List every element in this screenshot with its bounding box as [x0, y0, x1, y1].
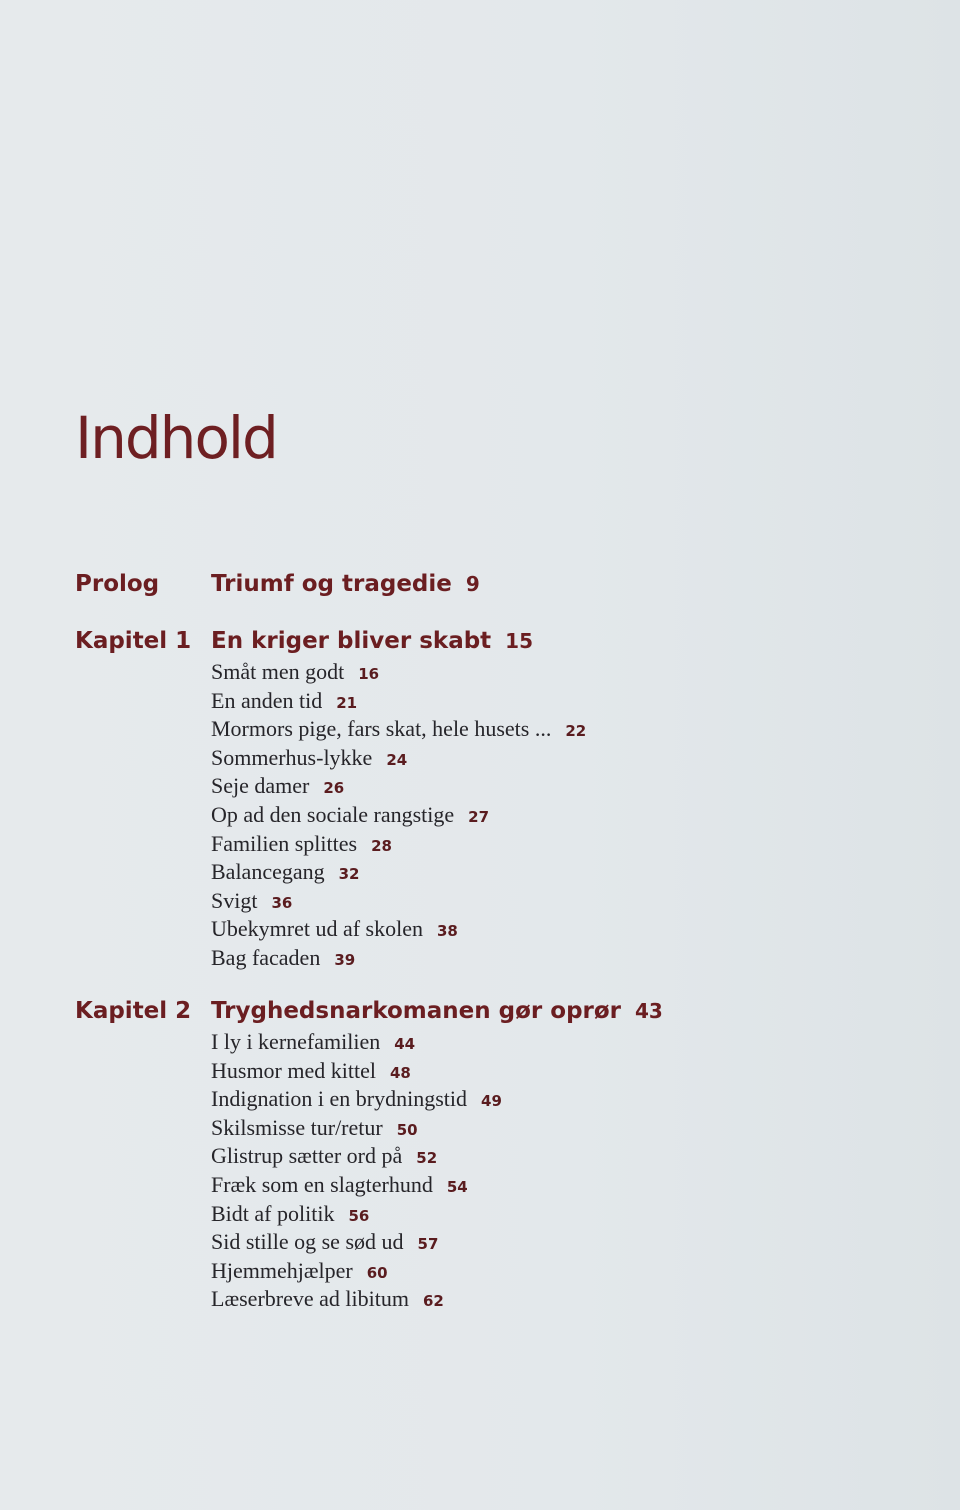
entry-page-number: 22: [565, 722, 587, 741]
toc-entry: [211, 915, 586, 944]
toc-entry: [211, 1028, 502, 1057]
toc-entry: [211, 772, 586, 801]
entry-page-number: 52: [416, 1149, 438, 1168]
page-title: Indhold: [75, 404, 277, 472]
section-heading: [211, 567, 480, 601]
toc-entry: [211, 1285, 502, 1314]
entry-page-number: 49: [481, 1092, 502, 1111]
section-title: En kriger bliver skabt: [211, 628, 492, 654]
entry-title: Skilsmisse tur/retur: [211, 1114, 383, 1140]
entry-page-number: 16: [358, 665, 380, 683]
toc-entry: [211, 1085, 502, 1114]
entry-title: Seje damer: [211, 773, 310, 799]
entry-page-number: 39: [334, 950, 356, 969]
entry-page-number: 36: [271, 893, 293, 912]
entry-title: Læserbreve ad libitum: [211, 1286, 409, 1312]
toc-entry: [211, 1171, 502, 1200]
entry-title: I ly i kernefamilien: [211, 1029, 381, 1054]
entry-title: Sid stille og se sød ud: [211, 1229, 404, 1255]
toc-entry: [211, 1142, 502, 1171]
toc-entry: [211, 744, 586, 773]
entry-title: Op ad den sociale rangstige: [211, 801, 455, 827]
entry-title: Balancegang: [211, 859, 325, 885]
entry-title: Bidt af politik: [211, 1200, 335, 1226]
toc-entry: [211, 887, 586, 916]
entry-page-number: 32: [338, 865, 360, 884]
section-heading: [211, 624, 533, 658]
entry-page-number: 54: [446, 1177, 468, 1196]
entry-page-number: 38: [437, 922, 458, 941]
section-page-number: 9: [465, 572, 480, 596]
section-label: Kapitel 1: [75, 628, 192, 654]
entry-page-number: 27: [468, 807, 490, 826]
toc-entry: [211, 944, 586, 973]
entry-title: Småt men godt: [211, 659, 345, 684]
toc-entry: [211, 830, 586, 859]
entry-title: Svigt: [211, 887, 258, 913]
entry-title: Sommerhus-lykke: [211, 744, 373, 770]
entry-page-number: 50: [396, 1120, 418, 1139]
entry-title: Indignation i en brydningstid: [211, 1086, 468, 1112]
entry-page-number: 44: [394, 1035, 416, 1053]
entry-title: Glistrup sætter ord på: [211, 1143, 403, 1169]
entry-page-number: 28: [371, 836, 392, 855]
toc-entry: [211, 658, 586, 687]
entry-title: Fræk som en slagterhund: [211, 1171, 433, 1197]
toc-entry-list: [211, 658, 586, 973]
toc-entry: [211, 687, 586, 716]
entry-title: Familien splittes: [211, 830, 358, 856]
toc-entry: [211, 1257, 502, 1286]
toc-entry: [211, 1228, 502, 1257]
toc-entry: [211, 1057, 502, 1086]
entry-page-number: 24: [386, 750, 408, 769]
entry-title: Mormors pige, fars skat, hele husets ...: [211, 716, 552, 742]
section-title: Tryghedsnarkomanen gør oprør: [211, 998, 622, 1024]
toc-entry: [211, 1114, 502, 1143]
section-label: Prolog: [75, 571, 160, 597]
entry-title: Ubekymret ud af skolen: [211, 916, 423, 942]
entry-title: Bag facaden: [211, 944, 321, 970]
section-heading: [211, 994, 663, 1028]
toc-entry: [211, 715, 586, 744]
entry-title: En anden tid: [211, 687, 323, 713]
toc-entry: [211, 801, 586, 830]
toc-entry: [211, 858, 586, 887]
entry-page-number: 26: [323, 779, 345, 798]
entry-page-number: 62: [422, 1292, 444, 1311]
entry-title: Hjemmehjælper: [211, 1257, 353, 1283]
entry-page-number: 57: [417, 1235, 439, 1254]
section-label: Kapitel 2: [75, 998, 192, 1024]
entry-page-number: 60: [366, 1263, 388, 1282]
toc-entry-list: [211, 1028, 502, 1314]
section-page-number: 15: [505, 629, 534, 653]
entry-page-number: 56: [348, 1206, 370, 1225]
entry-title: Husmor med kittel: [211, 1057, 376, 1083]
toc-entry: [211, 1200, 502, 1229]
section-title: Triumf og tragedie: [211, 571, 452, 597]
entry-page-number: 48: [389, 1063, 411, 1082]
entry-page-number: 21: [336, 693, 358, 712]
section-page-number: 43: [635, 999, 663, 1023]
